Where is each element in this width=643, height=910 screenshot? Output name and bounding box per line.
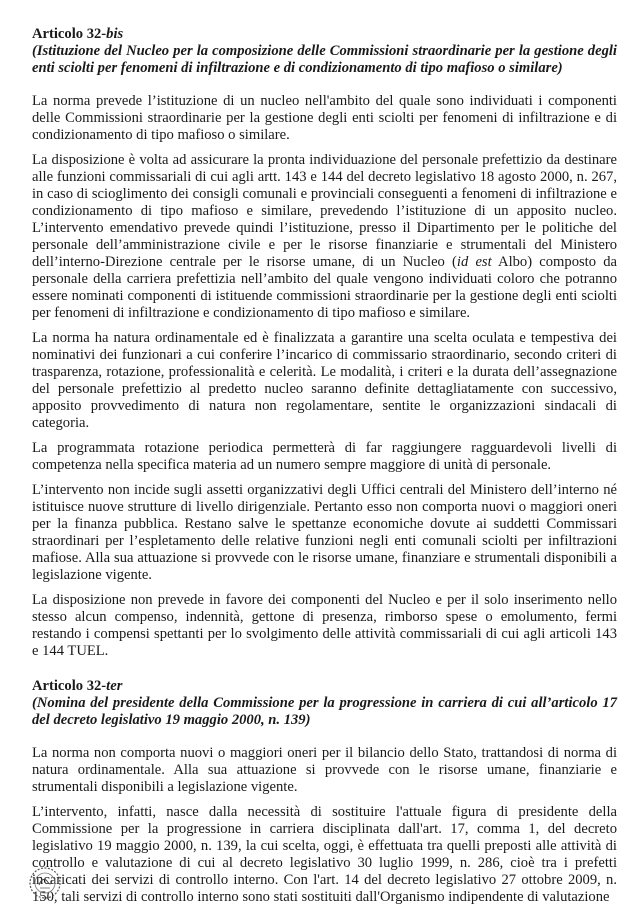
paragraph: La norma non comporta nuovi o maggiori oneri per il bilancio dello Stato, trattandosi di norma di natura ordinamentale. Alla sua attuazione si provvede con le risorse umane, finanziarie e strumentali disponibili a legislazione vigente. [32,745,617,795]
article-subtitle: (Istituzione del Nucleo per la composizione delle Commissioni straordinarie per la gestione degli enti sciolti per fenomeni di infiltrazione e di condizionamento di tipo mafioso o similare) [32,43,617,76]
paragraph: La disposizione non prevede in favore dei componenti del Nucleo e per il solo inserimento nello stesso alcun compenso, indennità, gettone di presenza, rimborso spese o emolumento, fermi restando i compensi spettanti per lo svolgimento delle attività commissariali di cui agli articoli 143 e 144 TUEL. [32,592,617,659]
stamp-seal-icon [28,866,62,900]
paragraph-text: La disposizione è volta ad assicurare la pronta individuazione del personale prefettizio da destinare alle funzioni commissariali di cui agli artt. 143 e 144 del decreto legislativo 18 agosto 2000, n. 267, in caso di scioglimento dei consigli comunali e provinciali conseguenti a fenomeni di infiltrazione e condizionamento di tipo mafioso e similare, prevedendo l’istituzione di un apposito nucleo. L’intervento emendativo prevede quindi l’istituzione, presso il Dipartimento per le politiche del personale dell’amministrazione civile e per le risorse finanziarie e strumentali del Ministero dell’interno-Direzione centrale per le risorse umane, di un Nucleo ( [32,152,617,270]
paragraph: La norma ha natura ordinamentale ed è finalizzata a garantire una scelta oculata e tempestiva dei nominativi dei funzionari a cui conferire l’incarico di commissario straordinario, secondo criteri di trasparenza, rotazione, professionalità e celerità. Le modalità, i criteri e la durata dell’assegnazione del personale prefettizio al predetto nucleo saranno definite dettagliatamente con successivo, apposito provvedimento di natura non regolamentare, sentite le organizzazioni sindacali di categoria. [32,330,617,431]
article-subtitle: (Nomina del presidente della Commissione per la progressione in carriera di cui all’articolo 17 del decreto legislativo 19 maggio 2000, n. 139) [32,695,617,728]
paragraph: La norma prevede l’istituzione di un nucleo nell'ambito del quale sono individuati i componenti delle Commissioni straordinarie per la gestione degli enti sciolti per fenomeni di infiltrazione e di condizionamento di tipo mafioso o similare. [32,93,617,143]
article-heading [32,26,617,43]
heading-prefix: Articolo 32- [32,26,107,42]
article-32-ter [32,678,617,906]
article-32-bis [32,26,617,660]
heading-suffix: bis [106,26,124,42]
heading-suffix: ter [106,678,123,694]
article-heading [32,678,617,695]
paragraph: L’intervento non incide sugli assetti organizzativi degli Uffici centrali del Ministero dell’interno né istituisce nuove strutture di livello dirigenziale. Pertanto esso non comporta nuovi o maggiori oneri per la finanza pubblica. Restano salve le spettanze economiche dovute ai suddetti Commissari straordinari per l’espletamento delle relative funzioni negli enti comunali sciolti per infiltrazioni mafiose. Alla sua attuazione si provvede con le risorse umane, finanziare e strumentali disponibili a legislazione vigente. [32,482,617,583]
paragraph [32,152,617,322]
paragraph-text: Albo) composto da personale della carriera prefettizia nell’ambito del quale vengono individuati coloro che potranno essere nominati componenti di istituende commissioni straordinarie per la gestione degli enti sciolti per fenomeni di infiltrazione e condizionamento di tipo mafioso e similare. [32,254,617,321]
heading-prefix: Articolo 32- [32,678,107,694]
paragraph: La programmata rotazione periodica permetterà di far raggiungere ragguardevoli livelli di competenza nella specifica materia ad un numero sempre maggiore di unità di personale. [32,440,617,473]
section-divider [32,668,617,678]
paragraph: L’intervento, infatti, nasce dalla necessità di sostituire l'attuale figura di presidente della Commissione per la progressione in carriera disciplinata dall'art. 17, comma 1, del decreto legislativo 19 maggio 2000, n. 139, la cui scelta, oggi, è effettuata tra quelli preposti alle attività di controllo e valutazione di cui al decreto legislativo 30 luglio 1999, n. 286, cioè tra i prefetti incaricati dei servizi di controllo interno. Con l'art. 14 del decreto legislativo 27 ottobre 2009, n. 150, tali servizi di controllo interno sono stati sostituiti dall'Organismo indipendente di valutazione [32,804,617,905]
paragraph-italic-text: id est [456,254,492,270]
